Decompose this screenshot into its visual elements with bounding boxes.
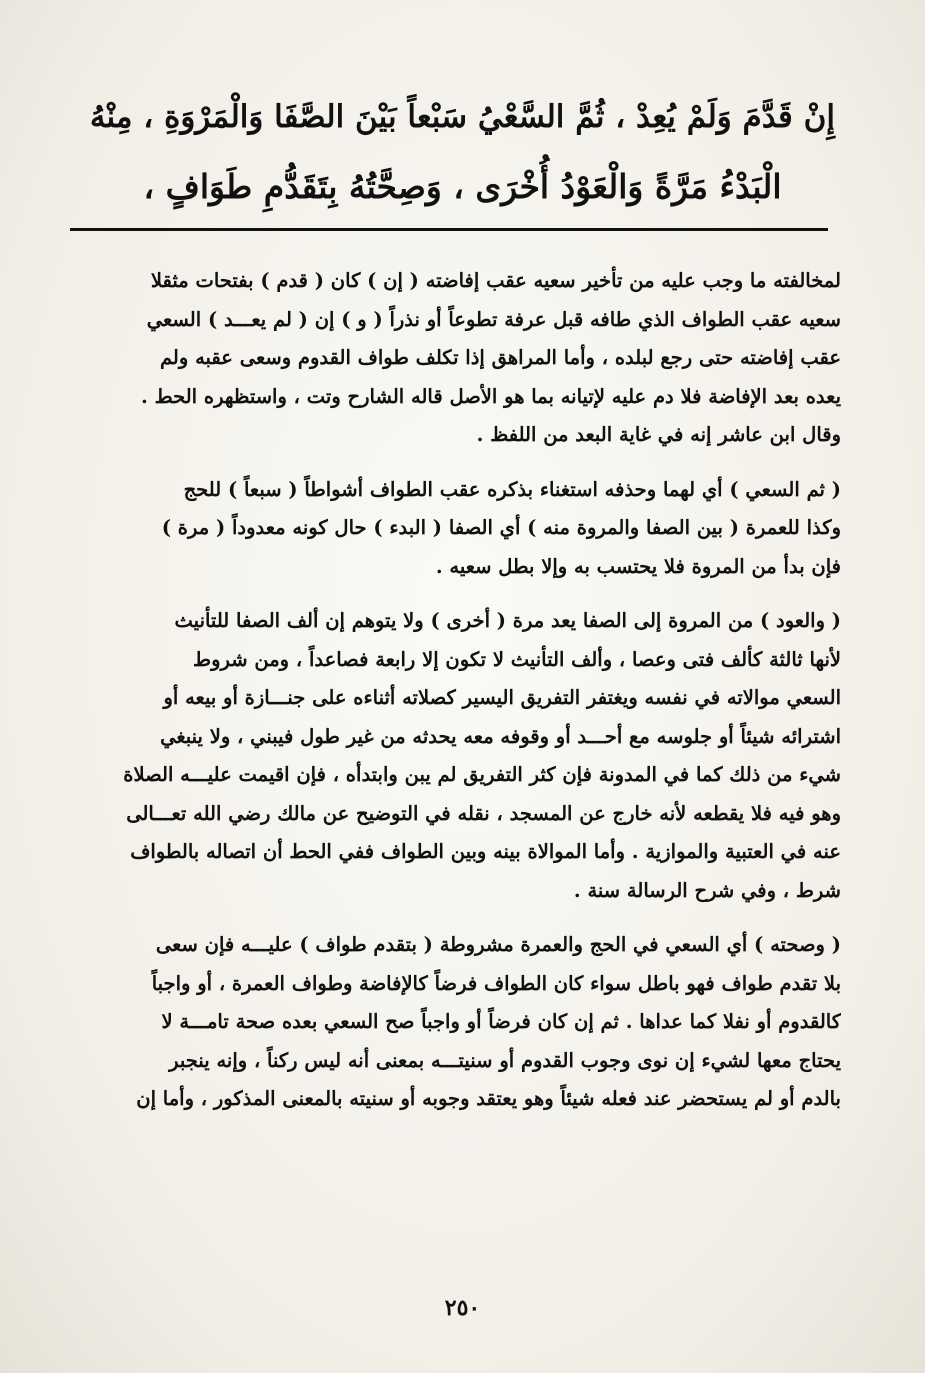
text-line: سعيه عقب الطواف الذي طافه قبل عرفة تطوعاً أو نذراً ( و ) إن ( لم يعـــد ) السعي (146, 307, 841, 331)
text-line: عنه في العتبية والموازية . وأما الموالاة بينه وبين الطواف ففي الحط أن اتصاله بالطواف (130, 840, 841, 863)
text-line: وقال ابن عاشر إنه في غاية البعد من اللفظ . (476, 423, 841, 446)
verse-line-1: إِنْ قَدَّمَ وَلَمْ يُعِدْ ، ثُمَّ السَّعْيُ سَبْعاً بَيْنَ الصَّفَا وَالْمَرْوَةِ ، مِنْهُ (89, 99, 835, 135)
text-line: شيء من ذلك كما في المدونة فإن كثر التفريق لم يبن وابتدأه ، فإن اقيمت عليـــه الصلاة (123, 763, 841, 786)
paragraph-2 (82, 471, 841, 587)
text-line: يعده بعد الإفاضة فلا دم عليه لإتيانه بما هو الأصل قاله الشارح وتت ، واستظهره الحط . (141, 384, 841, 408)
text-line: شرط ، وفي شرح الرسالة سنة . (573, 878, 841, 902)
paragraph-3 (82, 602, 841, 910)
text-line: بلا تقدم طواف فهو باطل سواء كان الطواف فرضاً كالإفاضة وطواف العمرة ، أو واجباً (151, 971, 841, 995)
text-line: لمخالفته ما وجب عليه من تأخير سعيه عقب إفاضته ( إن ) كان ( قدم ) بفتحات مثقلا (150, 269, 841, 292)
header-rule (70, 228, 828, 231)
text-line: اشترائه شيئاً أو جلوسه مع أحـــد أو وقوفه معه يحدثه من غير طول فيبني ، ولا ينبغي (160, 724, 841, 748)
text-line: لأنها ثالثة كألف فتى وعصا ، وألف التأنيث لا تكون إلا رابعة فصاعداً ، ومن شروط (193, 647, 841, 671)
text-line: يحتاج معها لشيء إن نوى وجوب القدوم أو سنيتـــه بمعنى أنه ليس ركناً ، وإنه ينجبر (169, 1048, 841, 1072)
text-line: ( ثم السعي ) أي لهما وحذفه استغناء بذكره عقب الطواف أشواطاً ( سبعاً ) للحج (183, 477, 841, 501)
text-line: ( والعود ) من المروة إلى الصفا يعد مرة ( أخرى ) ولا يتوهم إن ألف الصفا للتأنيث (174, 609, 841, 632)
text-line: ( وصحته ) أي السعي في الحج والعمرة مشروطة ( بتقدم طواف ) عليـــه فإن سعى (155, 933, 841, 956)
page-number: ٢٥٠ (444, 1295, 481, 1321)
text-line: بالدم أو لم يستحضر عند فعله شيئاً وهو يعتقد وجوبه أو سنيته بالمعنى المذكور ، وأما إن (136, 1087, 841, 1110)
paragraph-1 (82, 262, 841, 455)
text-line: وهو فيه فلا يقطعه لأنه خارج عن المسجد ، نقله في التوضيح عن مالك رضي الله تعـــالى (126, 801, 841, 825)
text-line: عقب إفاضته حتى رجع لبلده ، وأما المراهق إذا تكلف طواف القدوم وسعى عقبه ولم (159, 346, 841, 369)
verse-heading (90, 82, 835, 222)
commentary-body (82, 262, 841, 1123)
text-line: فإن بدأ من المروة فلا يحتسب به وإلا بطل سعيه . (435, 554, 841, 578)
text-line: السعي موالاته في نفسه ويغتفر التفريق اليسير كصلاته أثناءه على جنـــازة أو بيعه أو (163, 686, 841, 709)
text-line: وكذا للعمرة ( بين الصفا والمروة منه ) أي الصفا ( البدء ) حال كونه معدوداً ( مرة ) (161, 516, 841, 539)
paragraph-4 (82, 926, 841, 1119)
text-line: كالقدوم أو نفلا كما عداها . ثم إن كان فرضاً أو واجباً صح السعي بعده صحة تامـــة لا (161, 1010, 841, 1033)
verse-line-2: الْبَدْءُ مَرَّةً وَالْعَوْدُ أُخْرَى ، وَصِحَّتُهُ بِتَقَدُّمِ طَوَافٍ ، (143, 167, 782, 206)
